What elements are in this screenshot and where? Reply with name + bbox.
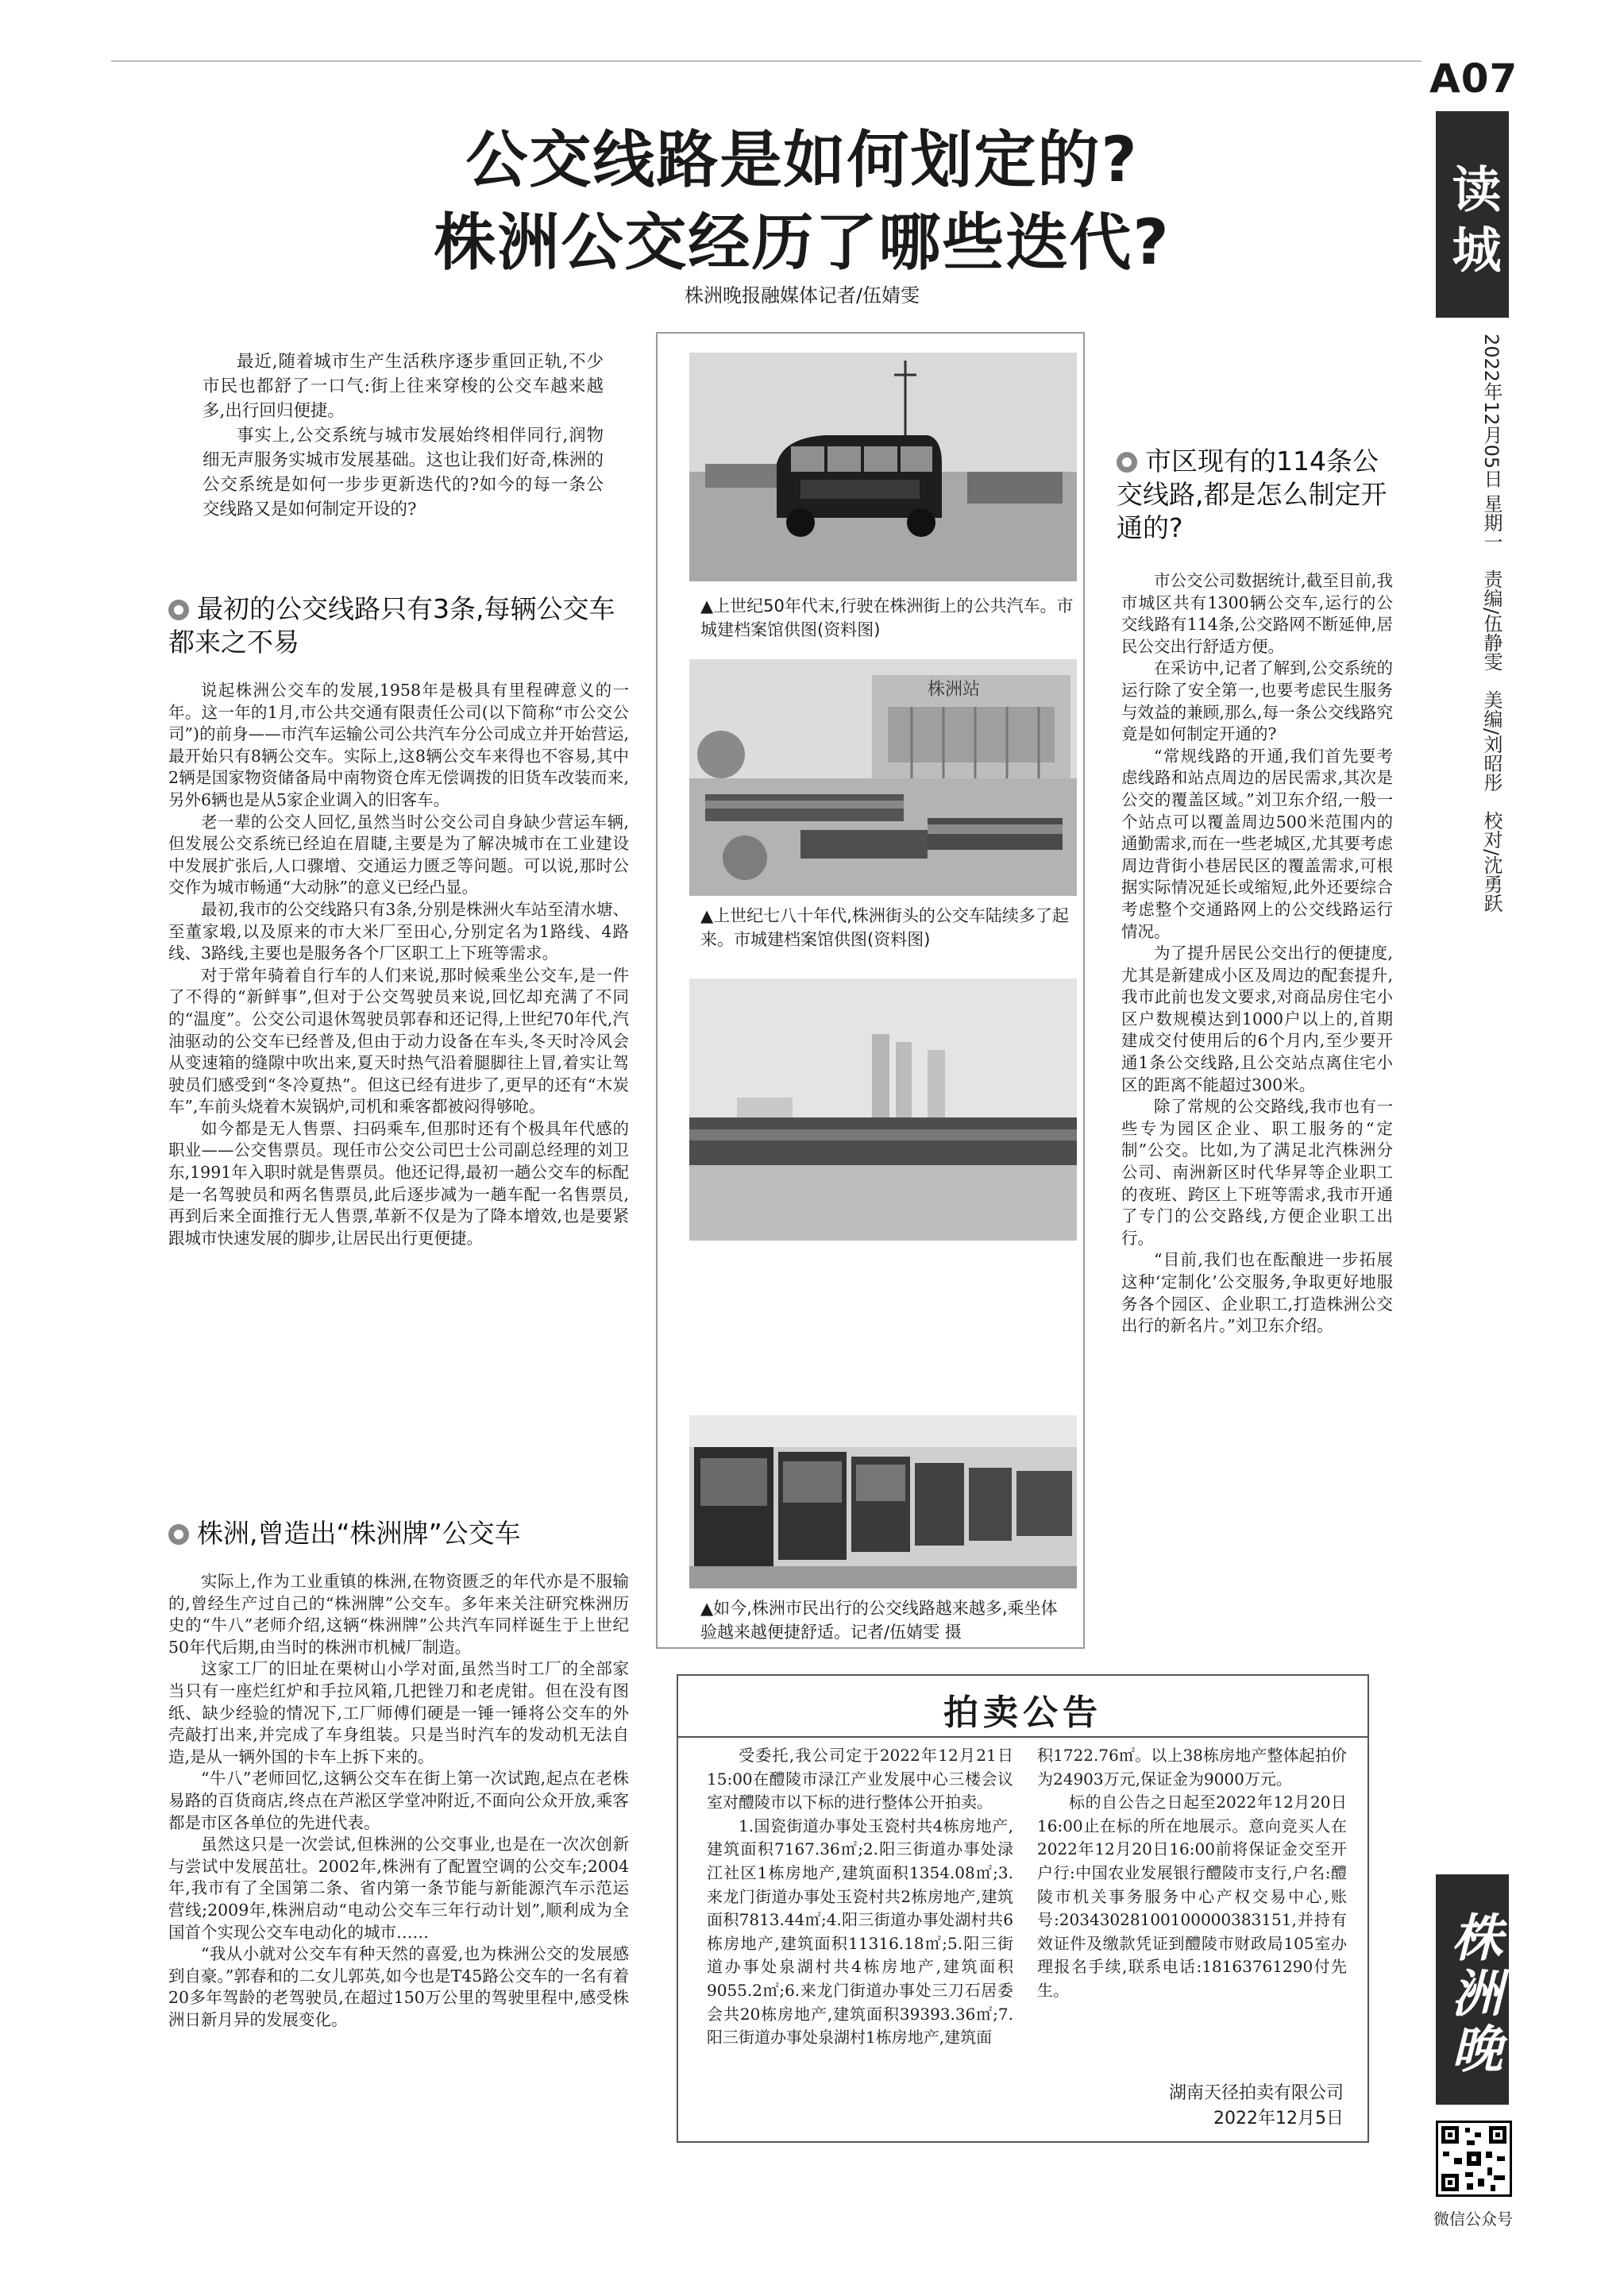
- auction-notice: [677, 1674, 1369, 2143]
- body-paragraph: 为了提升居民公交出行的便捷度,尤其是新建成小区及周边的配套提升,我市此前也发文要求,对商品房住宅小区户数规模达到1000户以上的,首期建成交付使用后的6个月内,至少要开通1条公交线路,且公交站点离住宅小区的距离不能超过300米。: [1121, 944, 1393, 1094]
- notice-paragraph: 1.国瓷街道办事处玉瓷村共4栋房地产,建筑面积7167.36㎡;2.阳三街道办事处渌江社区1栋房地产,建筑面积1354.08㎡;3.来龙门街道办事处玉瓷村共2栋房地产,建筑面积7813.44㎡;4.阳三街道办事处湖村共6栋房地产,建筑面积11316.18㎡;5.阳三街道办事处泉湖村共4栋房地产,建筑面积9055.2㎡;6.来龙门街道办事处三刀石居委会共20栋房地产,建筑面积39393.36㎡;7.阳三街道办事处泉湖村1栋房地产,建筑面: [707, 1816, 1013, 2047]
- body-paragraph: “我从小就对公交车有种天然的喜爱,也为株洲公交的发展感到自豪。”郭春和的二女儿郭英,如今也是T45路公交车的一名有着20多年驾龄的老驾驶员,在超过150万公里的驾驶里程中,感受株洲日新月异的发展变化。: [168, 1944, 629, 2029]
- photo-station-buses: [689, 659, 1077, 896]
- credit-proofreader: 校对/沈勇跃: [1480, 810, 1502, 913]
- bus-depot-illustration: [689, 978, 1077, 1241]
- body-paragraph: 实际上,作为工业重镇的株洲,在物资匮乏的年代亦是不服输的,曾经生产过自己的“株洲牌”公交车。多年来关注研究株洲历史的“牛八”老师介绍,这辆“株洲牌”公共汽车同样诞生于上世纪50年代后期,由当时的株洲市机械厂制造。: [168, 1572, 629, 1657]
- section-2-heading: [168, 1517, 629, 1550]
- headline: [286, 119, 1318, 284]
- credit-designer: 美编/刘昭彤: [1480, 690, 1502, 793]
- notice-paragraph: 标的自公告之日起至2022年12月20日16:00止在标的所在地展示。意向竞买人在2022年12月20日16:00前将保证金交至开户行:中国农业发展银行醴陵市支行,户名:醴陵市机关事务服务中心产权交易中心,账号:20343028100100000383151,并持有效证件及缴款凭证到醴陵市财政局105室办理报名手续,联系电话:18163761290付先生。: [1037, 1793, 1347, 2000]
- section-3-title: 市区现有的114条公交线路,都是怎么制定开通的?: [1117, 446, 1387, 543]
- photo-1950s-bus: [689, 353, 1077, 581]
- section-3-body: [1121, 570, 1393, 1337]
- section-tab: 读城: [1436, 111, 1509, 318]
- headline-line-2: 株洲公交经历了哪些迭代?: [434, 207, 1171, 279]
- lead-paragraphs: [203, 349, 604, 522]
- section-1-title: 最初的公交线路只有3条,每辆公交车都来之不易: [168, 593, 615, 658]
- notice-paragraph: 积1722.76㎡。以上38栋房地产整体起拍价为24903万元,保证金为9000万元。: [1037, 1746, 1347, 1789]
- vintage-bus-illustration: [689, 353, 1077, 581]
- notice-paragraph: 受委托,我公司定于2022年12月21日15:00在醴陵市渌江产业发展中心三楼会议室对醴陵市以下标的进行整体公开拍卖。: [707, 1746, 1013, 1812]
- photo-bus-depot: [689, 978, 1077, 1241]
- page-number: A07: [1429, 56, 1518, 102]
- section-2-title: 株洲,曾造出“株洲牌”公交车: [197, 1518, 521, 1549]
- byline: 株洲晚报融媒体记者/伍婧雯: [684, 284, 920, 307]
- credit-editor: 责编/伍静雯: [1480, 569, 1502, 672]
- section-2-body: [168, 1571, 629, 2031]
- notice-date: 2022年12月5日: [1213, 2109, 1344, 2129]
- body-paragraph: 老一辈的公交人回忆,虽然当时公交公司自身缺少营运车辆,但发展公交系统已经迫在眉睫,主要是为了解决城市在工业建设中发展扩张后,人口骤增、交通运力匮乏等问题。可以说,那时公交作为城市畅通“大动脉”的意义已经凸显。: [168, 812, 629, 897]
- issue-date: 2022年12月05日 星期一: [1480, 334, 1502, 551]
- lead-paragraph: 最近,随着城市生产生活秩序逐步重回正轨,不少市民也都舒了一口气:街上往来穿梭的公交车越来越多,出行回归便捷。: [203, 352, 604, 421]
- section-1-heading: [168, 592, 629, 659]
- lead-paragraph: 事实上,公交系统与城市发展始终相伴同行,润物细无声服务实城市发展基础。这也让我们好奇,株洲的公交系统是如何一步步更新迭代的?如今的每一条公交线路又是如何制定开设的?: [203, 426, 604, 519]
- body-paragraph: 如今都是无人售票、扫码乘车,但那时还有个极具年代感的职业——公交售票员。现任市公交公司巴士公司副总经理的刘卫东,1991年入职时就是售票员。他还记得,最初一趟公交车的标配是一名驾驶员和两名售票员,此后逐步减为一趟车配一名售票员,再到后来全面推行无人售票,革新不仅是为了降本增效,也是要紧跟城市快速发展的脚步,让居民出行更便捷。: [168, 1118, 629, 1248]
- notice-company: 湖南天径拍卖有限公司: [1168, 2083, 1344, 2103]
- newspaper-logo: 株洲晚报: [1436, 1874, 1509, 2105]
- section-1-body: [168, 680, 629, 1249]
- caption-3: ▲如今,株洲市民出行的公交线路越来越多,乘坐体验越来越便捷舒适。记者/伍婧雯 摄: [700, 1599, 1058, 1642]
- notice-column-2: [1037, 1744, 1347, 2003]
- body-paragraph: “牛八”老师回忆,这辆公交车在街上第一次试跑,起点在老株易路的百货商店,终点在芦淞区学堂冲附近,不面向公众开放,乘客都是市区各单位的先进代表。: [168, 1769, 629, 1832]
- notice-column-1: [707, 1744, 1013, 2050]
- qr-caption: 微信公众号: [1433, 2210, 1513, 2229]
- modern-buses-illustration: [689, 1415, 1077, 1588]
- ring-bullet-icon: [168, 1524, 189, 1545]
- top-rule: [111, 60, 1421, 62]
- body-paragraph: “常规线路的开通,我们首先要考虑线路和站点周边的居民需求,其次是公交的覆盖区域。”刘卫东介绍,一般一个站点可以覆盖周边500米范围内的通勤需求,而在一些老城区,尤其要考虑周边背街小巷居民区的覆盖需求,可根据实际情况延长或缩短,此外还要综合考虑整个交通路网上的公交线路运行情况。: [1121, 746, 1393, 941]
- body-paragraph: 虽然这只是一次尝试,但株洲的公交事业,也是在一次次创新与尝试中发展茁壮。2002年,株洲有了配置空调的公交车;2004年,我市有了全国第二条、省内第一条节能与新能源汽车示范运营线;2009年,株洲启动“电动公交车三年行动计划”,顺利成为全国首个实现公交车电动化的城市……: [168, 1835, 629, 1942]
- body-paragraph: “目前,我们也在酝酿进一步拓展这种‘定制化’公交服务,争取更好地服务各个园区、企业职工,打造株洲公交出行的新名片。”刘卫东介绍。: [1121, 1250, 1393, 1336]
- body-paragraph: 最初,我市的公交线路只有3条,分别是株洲火车站至清水塘、至董家塅,以及原来的市大米厂至田心,分别定名为1路线、4路线、3路线,主要也是服务各个厂区职工上下班等需求。: [168, 899, 629, 963]
- section-3-heading: [1117, 445, 1394, 545]
- notice-title: 拍卖公告: [943, 1692, 1102, 1733]
- headline-line-1: 公交线路是如何划定的?: [465, 125, 1139, 196]
- notice-rule: [678, 1736, 1367, 1738]
- body-paragraph: 除了常规的公交路线,我市也有一些专为园区企业、职工服务的“定制”公交。比如,为了满足北汽株洲分公司、南洲新区时代华昇等企业职工的夜班、跨区上下班等需求,我市开通了专门的公交路线,方便企业职工出行。: [1121, 1097, 1393, 1248]
- body-paragraph: 市公交公司数据统计,截至目前,我市城区共有1300辆公交车,运行的公交线路有114条,公交路网不断延伸,居民公交出行舒适方便。: [1121, 571, 1393, 656]
- station-square-illustration: [689, 659, 1077, 896]
- station-sign-text: 株洲站: [928, 680, 981, 700]
- caption-2: ▲上世纪七八十年代,株洲街头的公交车陆续多了起来。市城建档案馆供图(资料图): [700, 906, 1069, 949]
- wechat-qr-code[interactable]: [1436, 2121, 1512, 2197]
- body-paragraph: 这家工厂的旧址在栗树山小学对面,虽然当时工厂的全部家当只有一座烂红炉和手拉风箱,几把锉刀和老虎钳。但在没有图纸、缺少经验的情况下,工厂师傅们硬是一锤一锤将公交车的外壳敲打出来,并完成了车身组装。只是当时汽车的发动机无法自造,是从一辆外国的卡车上拆下来的。: [168, 1659, 629, 1766]
- caption-1: ▲上世纪50年代末,行驶在株洲街上的公共汽车。市城建档案馆供图(资料图): [700, 596, 1074, 639]
- body-paragraph: 对于常年骑着自行车的人们来说,那时候乘坐公交车,是一件了不得的“新鲜事”,但对于公交驾驶员来说,回忆却充满了不同的“温度”。公交公司退休驾驶员郭春和还记得,上世纪70年代,汽油驱动的公交车已经普及,但由于动力设备在车头,冬天时冷风会从变速箱的缝隙中吹出来,夏天时热气沿着腿脚往上冒,着实让驾驶员们感受到“冬冷夏热”。但这已经有进步了,更早的还有“木炭车”,车前头烧着木炭锅炉,司机和乘客都被闷得够呛。: [168, 965, 629, 1117]
- dateline: [1444, 334, 1507, 1112]
- notice-signature: [1169, 2081, 1344, 2132]
- body-paragraph: 说起株洲公交车的发展,1958年是极具有里程碑意义的一年。这一年的1月,市公共交通有限责任公司(以下简称“市公交公司”)的前身——市汽车运输公司公共汽车分公司成立并开始营运,最开始只有8辆公交车。实际上,这8辆公交车来得也不容易,其中2辆是国家物资储备局中南物资仓库无偿调拨的旧货车改装而来,另外6辆也是从5家企业调入的旧客车。: [168, 681, 629, 809]
- body-paragraph: 在采访中,记者了解到,公交系统的运行除了安全第一,也要考虑民生服务与效益的兼顾,那么,每一条公交线路究竟是如何制定开通的?: [1121, 658, 1393, 744]
- ring-bullet-icon: [168, 600, 189, 620]
- qr-code-icon: [1438, 2123, 1510, 2194]
- photo-modern-buses: [689, 1415, 1077, 1588]
- ring-bullet-icon: [1117, 452, 1137, 473]
